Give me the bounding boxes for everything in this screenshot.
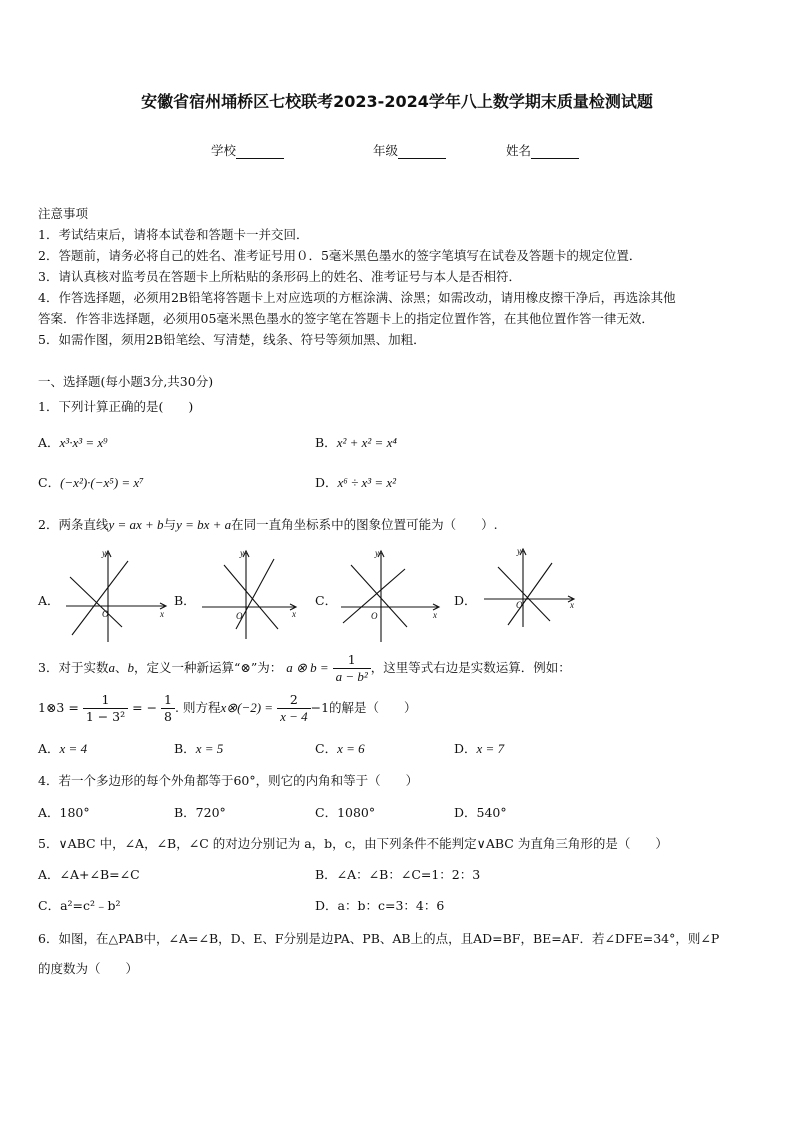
y-label: y (517, 546, 521, 556)
q6-stem-line1: 6．如图，在△PAB中，∠A=∠B，D、E、F分别是边PA、PB、AB上的点，且AD=BF，BE=AF．若∠DFE=34°，则∠P (38, 931, 720, 946)
q1-option-c[interactable]: C．(−x²)·(−x⁵) = x⁷ (38, 475, 144, 490)
x-label: x (292, 609, 296, 619)
notice-item: 5．如需作图，须用2B铅笔绘、写清楚，线条、符号等须加黑、加粗． (38, 332, 426, 347)
q2-graph-c[interactable] (337, 547, 449, 642)
line-1 (70, 577, 122, 627)
q2-option-c-label[interactable]: C． (315, 593, 338, 608)
q3-stem-line2: 1⊗3 = $\frac{1}{\text{1 − 3²}}$ = − $\frac{1}{8}$ . 则方程x⊗(−2) = $\frac{2}{x - 4}$ −1的解是（ ） (38, 692, 417, 724)
name-label: 姓名 (506, 143, 532, 158)
q4-option-a[interactable]: A．180° (38, 805, 90, 820)
q5-option-c[interactable]: C．a²=c²﹣b² (38, 898, 121, 913)
q1-c-expr: (−x²)·(−x⁵) = x⁷ (60, 475, 144, 490)
x-label: x (433, 610, 437, 620)
q2-graph-d[interactable] (478, 545, 582, 635)
name-blank[interactable] (531, 146, 579, 159)
q1-stem: 1．下列计算正确的是( ) (38, 399, 194, 414)
origin-label: O (102, 609, 109, 619)
q2-line1: y = ax + b (108, 517, 164, 532)
x-label: x (570, 600, 574, 610)
section-heading: 一、选择题(每小题3分,共30分) (38, 374, 214, 389)
q5-option-b[interactable]: B．∠A：∠B：∠C=1：2：3 (315, 867, 481, 882)
notice-item: 1．考试结束后，请将本试卷和答题卡一并交回． (38, 227, 309, 242)
q4-stem: 4．若一个多边形的每个外角都等于60°，则它的内角和等于（ ） (38, 773, 419, 788)
q2-option-a-label[interactable]: A． (38, 593, 60, 608)
q2-graph-a[interactable] (60, 547, 172, 642)
q3-example-fraction-2: $\frac{1}{8}$ (161, 692, 175, 725)
q3-example-lhs: 1⊗3 = (38, 700, 79, 715)
q2-option-b-label[interactable]: B． (174, 593, 196, 608)
notice-item: 答案．作答非选择题，必须用05毫米黑色墨水的签字笔在答题卡上的指定位置作答，在其他位置作答一律无效． (38, 311, 654, 326)
q3-def-lhs: a ⊗ b = (286, 660, 329, 675)
q3-equation-fraction: $\frac{2}{x - 4}$ (277, 692, 311, 725)
notice-item: 2．答题前，请务必将自己的姓名、准考证号用０．5毫米黑色墨水的签字笔填写在试卷及答题卡的规定位置． (38, 248, 642, 263)
q3-stem-line1: 3．对于实数a、b，定义一种新运算“⊗”为： a ⊗ b = $\frac{1}{\text{a − b²}}$ ，这里等式右边是实数运算．例如： (38, 652, 571, 684)
q1-option-d[interactable]: D．x⁶ ÷ x³ = x² (315, 475, 397, 490)
q3-option-c[interactable]: C．x = 6 (315, 741, 365, 756)
q4-option-c[interactable]: C．1080° (315, 805, 376, 820)
line-2 (72, 561, 128, 635)
q4-option-b[interactable]: B．720° (174, 805, 226, 820)
notice-heading: 注意事项 (38, 206, 89, 221)
q5-option-a[interactable]: A．∠A+∠B=∠C (38, 867, 140, 882)
y-label: y (375, 548, 379, 558)
q2-graph-b[interactable] (196, 547, 308, 642)
q1-option-a[interactable]: A．x³·x³ = x⁹ (38, 435, 108, 450)
school-blank[interactable] (236, 146, 284, 159)
line-1 (498, 567, 550, 621)
origin-label: O (516, 600, 523, 610)
y-label: y (102, 548, 106, 558)
line-1 (224, 565, 278, 629)
q3-example-fraction: $\frac{1}{\text{1 − 3²}}$ (83, 692, 128, 725)
q3-option-b[interactable]: B．x = 5 (174, 741, 224, 756)
q1-b-expr: x² + x² = x⁴ (336, 435, 397, 450)
q2-stem: 2．两条直线y = ax + b与y = bx + a在同一直角坐标系中的图象位置可能为（ ）. (38, 517, 498, 532)
q2-line2: y = bx + a (176, 517, 232, 532)
q1-a-expr: x³·x³ = x⁹ (59, 435, 108, 450)
q2-option-d-label[interactable]: D． (454, 593, 477, 608)
origin-label: O (371, 611, 378, 621)
name-field[interactable] (506, 141, 579, 159)
q5-stem: 5．∨ABC 中，∠A，∠B，∠C 的对边分别记为 a，b，c，由下列条件不能判定∨ABC 为直角三角形的是（ ） (38, 836, 668, 851)
q3-def-fraction: $\frac{1}{\text{a − b²}}$ (333, 652, 371, 685)
q1-d-expr: x⁶ ÷ x³ = x² (337, 475, 397, 490)
y-label: y (240, 548, 244, 558)
school-field[interactable] (211, 141, 284, 159)
grade-label: 年级 (373, 143, 399, 158)
notice-item: 3．请认真核对监考员在答题卡上所粘贴的条形码上的姓名、准考证号与本人是否相符． (38, 269, 521, 284)
notice-item: 4．作答选择题，必须用2B铅笔将答题卡上对应选项的方框涂满、涂黑；如需改动，请用橡皮擦干净后，再选涂其他 (38, 290, 676, 305)
x-label: x (160, 609, 164, 619)
grade-blank[interactable] (398, 146, 446, 159)
q5-option-d[interactable]: D．a：b：c=3：4：6 (315, 898, 445, 913)
q1-option-b[interactable]: B．x² + x² = x⁴ (315, 435, 397, 450)
q4-option-d[interactable]: D．540° (454, 805, 507, 820)
school-label: 学校 (211, 143, 237, 158)
origin-label: O (236, 611, 243, 621)
q3-option-a[interactable]: A．x = 4 (38, 741, 88, 756)
q3-option-d[interactable]: D．x = 7 (454, 741, 505, 756)
page-title: 安徽省宿州埇桥区七校联考2023-2024学年八上数学期末质量检测试题 (141, 92, 653, 111)
grade-field[interactable] (373, 141, 446, 159)
q6-stem-line2: 的度数为（ ） (38, 961, 139, 976)
